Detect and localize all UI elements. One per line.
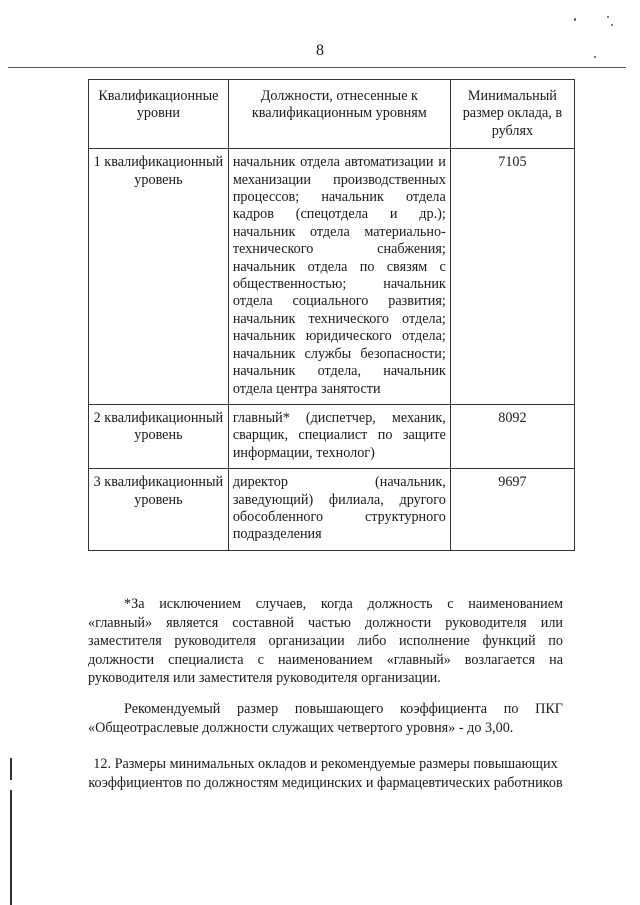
page-number: 8 (316, 42, 324, 59)
section-heading: 12. Размеры минимальных окладов и рекомендуемые размеры повышающих коэффициентов по должностям медицинских и фармацевтических работников (88, 756, 563, 791)
scan-speck (611, 24, 613, 26)
scan-speck (594, 56, 596, 58)
qualification-table (88, 79, 575, 551)
scan-speck (574, 18, 576, 21)
row-salary-text: 9697 (498, 474, 527, 491)
row-level-text: 1 квалификационный уровень (93, 154, 224, 188)
margin-mark (10, 790, 12, 905)
row-level-cell (89, 404, 229, 468)
row-positions-cell (228, 404, 450, 468)
row-level-text: 3 квалификационный уровень (93, 474, 224, 508)
table-row (89, 149, 575, 405)
row-salary-cell (450, 469, 574, 551)
row-positions-text: начальник отдела автоматизации и механизации производственных процессов; начальник отдела кадров (спецотдела и др.); начальник отдела материально-технического снабжения; начальник отдела по связям с общественностью; начальник отдела социального развития; начальник технического отдела; начальник юридического отдела; начальник службы безопасности; начальник отдела, начальник отдела центра занятости (232, 154, 446, 397)
table-row (89, 469, 575, 551)
recommendation-paragraph: Рекомендуемый размер повышающего коэффициента по ПКГ «Общеотраслевые должности служащих четвертого уровня» - до 3,00. (88, 701, 563, 736)
header-positions-text: Должности, отнесенные к квалификационным уровням (251, 88, 427, 122)
footnote-paragraph: *За исключением случаев, когда должность с наименованием «главный» является составной частью должности руководителя или заместителя руководителя организации либо исполнение функций по должности специалиста с наименованием «главный» возлагается на руководителя или заместителя руководителя организации. (88, 596, 563, 686)
row-positions-cell (228, 149, 450, 405)
row-level-text: 2 квалификационный уровень (93, 409, 224, 444)
row-salary-cell (450, 149, 574, 405)
row-salary-cell (450, 404, 574, 468)
header-salary-text: Минимальный размер оклада, в рублях (462, 88, 563, 139)
header-levels (89, 80, 229, 149)
row-positions-text: директор (начальник, заведующий) филиала, другого обособленного структурного подразделения (232, 474, 446, 543)
row-positions-cell (228, 469, 450, 551)
header-salary (450, 80, 574, 149)
scan-speck (607, 16, 609, 18)
row-positions-text: главный* (диспетчер, механик, сварщик, специалист по защите информации, технолог) (232, 409, 446, 461)
header-rule (8, 67, 626, 68)
margin-mark (10, 758, 12, 780)
header-level-text: Квалификационные уровни (98, 88, 219, 122)
table-header-row (89, 80, 575, 149)
header-positions (228, 80, 450, 149)
row-level-cell (89, 149, 229, 405)
row-salary-text: 8092 (498, 409, 527, 426)
row-level-cell (89, 469, 229, 551)
row-salary-text: 7105 (498, 154, 527, 171)
table-row (89, 404, 575, 468)
